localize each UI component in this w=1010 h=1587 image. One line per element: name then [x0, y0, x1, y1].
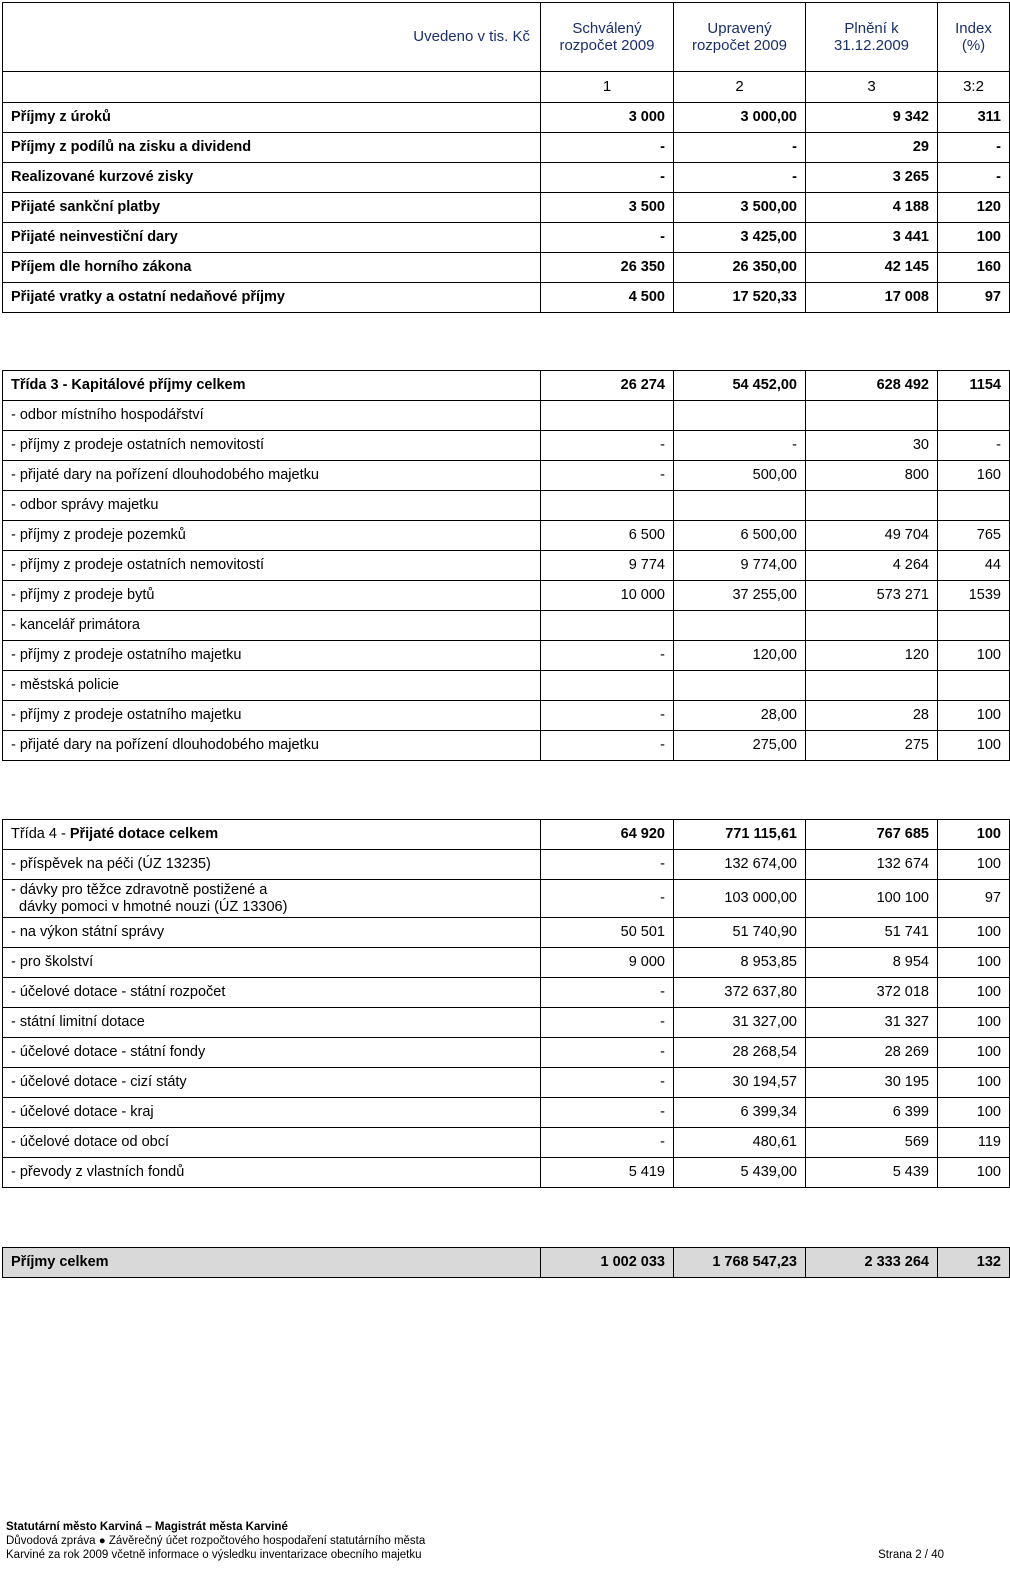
table-row	[3, 1158, 1010, 1188]
cell-adjusted: 275,00	[674, 731, 806, 761]
cell-index: 119	[938, 1128, 1010, 1158]
grand-total-table	[2, 1247, 1010, 1278]
col-number-blank	[3, 72, 541, 103]
cell-index: 100	[938, 1008, 1010, 1038]
unit-label: Uvedeno v tis. Kč	[3, 3, 541, 72]
cell-adjusted: 30 194,57	[674, 1068, 806, 1098]
cell-fulfillment: 3 441	[806, 223, 938, 253]
footer-org: Statutární město Karviná – Magistrát města Karviné	[6, 1521, 288, 1533]
cell-approved	[541, 491, 674, 521]
cell-approved: 1 002 033	[541, 1248, 674, 1278]
col-number-2: 2	[674, 72, 806, 103]
cell-index: 100	[938, 1068, 1010, 1098]
cell-index: 160	[938, 253, 1010, 283]
cell-fulfillment: 51 741	[806, 918, 938, 948]
table-row	[3, 978, 1010, 1008]
row-label: - účelové dotace - státní fondy	[3, 1038, 541, 1068]
row-label: Přijaté neinvestiční dary	[3, 223, 541, 253]
cell-fulfillment: 9 342	[806, 103, 938, 133]
cell-adjusted: -	[674, 431, 806, 461]
cell-fulfillment: 28 269	[806, 1038, 938, 1068]
cell-approved: 64 920	[541, 820, 674, 850]
cell-adjusted: 26 350,00	[674, 253, 806, 283]
cell-adjusted: 51 740,90	[674, 918, 806, 948]
cell-index: 100	[938, 918, 1010, 948]
cell-approved: -	[541, 461, 674, 491]
cell-index	[938, 401, 1010, 431]
cell-fulfillment	[806, 401, 938, 431]
footer-report-subtitle: Karviné za rok 2009 včetně informace o výsledku inventarizace obecního majetku	[6, 1549, 422, 1561]
table-row	[3, 461, 1010, 491]
cell-fulfillment: 6 399	[806, 1098, 938, 1128]
cell-approved	[541, 401, 674, 431]
cell-fulfillment: 30	[806, 431, 938, 461]
table-row	[3, 163, 1010, 193]
cell-approved: 3 500	[541, 193, 674, 223]
row-label: - účelové dotace od obcí	[3, 1128, 541, 1158]
cell-approved: 9 774	[541, 551, 674, 581]
row-label: Příjem dle horního zákona	[3, 253, 541, 283]
col-approved-budget: Schválený rozpočet 2009	[541, 3, 674, 72]
capital-total-row	[3, 371, 1010, 401]
cell-index: 311	[938, 103, 1010, 133]
col-number-ratio: 3:2	[938, 72, 1010, 103]
row-label-line: - dávky pro těžce zdravotně postižené a	[11, 881, 268, 898]
col-fulfillment: Plnění k 31.12.2009	[806, 3, 938, 72]
row-label: - odbor místního hospodářství	[3, 401, 541, 431]
cell-index: 100	[938, 1158, 1010, 1188]
table-row	[3, 283, 1010, 313]
cell-approved: -	[541, 641, 674, 671]
cell-fulfillment: 5 439	[806, 1158, 938, 1188]
cell-adjusted: 132 674,00	[674, 850, 806, 880]
row-label: - účelové dotace - cizí státy	[3, 1068, 541, 1098]
table-row	[3, 671, 1010, 701]
page-footer	[6, 1520, 944, 1562]
cell-adjusted: 3 500,00	[674, 193, 806, 223]
table-row	[3, 1128, 1010, 1158]
cell-fulfillment: 8 954	[806, 948, 938, 978]
cell-index	[938, 611, 1010, 641]
cell-index: 100	[938, 978, 1010, 1008]
row-label-line: dávky pomoci v hmotné nouzi (ÚZ 13306)	[11, 898, 288, 915]
row-label: - příjmy z prodeje ostatních nemovitostí	[3, 551, 541, 581]
cell-approved: -	[541, 223, 674, 253]
cell-adjusted: 103 000,00	[674, 880, 806, 918]
cell-adjusted: 120,00	[674, 641, 806, 671]
table-row	[3, 701, 1010, 731]
row-label: Realizované kurzové zisky	[3, 163, 541, 193]
cell-index: -	[938, 163, 1010, 193]
cell-adjusted: 500,00	[674, 461, 806, 491]
cell-adjusted: 1 768 547,23	[674, 1248, 806, 1278]
cell-index: 120	[938, 193, 1010, 223]
cell-index: 100	[938, 948, 1010, 978]
cell-fulfillment: 17 008	[806, 283, 938, 313]
cell-approved: 26 350	[541, 253, 674, 283]
cell-approved: -	[541, 1038, 674, 1068]
row-label: Přijaté sankční platby	[3, 193, 541, 223]
cell-fulfillment: 628 492	[806, 371, 938, 401]
cell-index: -	[938, 133, 1010, 163]
row-label: - kancelář primátora	[3, 611, 541, 641]
cell-index: 97	[938, 283, 1010, 313]
cell-approved	[541, 611, 674, 641]
cell-fulfillment: 132 674	[806, 850, 938, 880]
cell-fulfillment: 4 188	[806, 193, 938, 223]
cell-adjusted	[674, 671, 806, 701]
cell-approved: -	[541, 1098, 674, 1128]
cell-approved: -	[541, 978, 674, 1008]
row-label: - pro školství	[3, 948, 541, 978]
cell-adjusted: 5 439,00	[674, 1158, 806, 1188]
income-table	[2, 102, 1010, 313]
cell-approved: 9 000	[541, 948, 674, 978]
col-number-1: 1	[541, 72, 674, 103]
cell-index: 100	[938, 641, 1010, 671]
cell-adjusted: 771 115,61	[674, 820, 806, 850]
cell-index: 100	[938, 820, 1010, 850]
cell-index: 100	[938, 701, 1010, 731]
row-label: - přijaté dary na pořízení dlouhodobého majetku	[3, 731, 541, 761]
cell-index: 100	[938, 850, 1010, 880]
cell-approved: -	[541, 731, 674, 761]
cell-fulfillment: 120	[806, 641, 938, 671]
table-row	[3, 1068, 1010, 1098]
cell-index: 160	[938, 461, 1010, 491]
cell-adjusted: 37 255,00	[674, 581, 806, 611]
cell-adjusted: 17 520,33	[674, 283, 806, 313]
cell-index: 1539	[938, 581, 1010, 611]
row-label	[3, 880, 541, 918]
cell-adjusted: 31 327,00	[674, 1008, 806, 1038]
cell-adjusted	[674, 611, 806, 641]
row-label: Třída 3 - Kapitálové příjmy celkem	[3, 371, 541, 401]
cell-fulfillment: 3 265	[806, 163, 938, 193]
cell-adjusted: 8 953,85	[674, 948, 806, 978]
cell-fulfillment: 42 145	[806, 253, 938, 283]
cell-fulfillment	[806, 491, 938, 521]
page-number: Strana 2 / 40	[878, 1549, 944, 1561]
cell-approved: 5 419	[541, 1158, 674, 1188]
cell-approved: -	[541, 163, 674, 193]
footer-report-title: Důvodová zpráva ● Závěrečný účet rozpočtového hospodaření statutárního města	[6, 1535, 426, 1547]
cell-index: 100	[938, 1038, 1010, 1068]
cell-fulfillment: 4 264	[806, 551, 938, 581]
cell-fulfillment: 275	[806, 731, 938, 761]
row-label: Příjmy z podílů na zisku a dividend	[3, 133, 541, 163]
cell-index: 100	[938, 731, 1010, 761]
col-number-3: 3	[806, 72, 938, 103]
cell-approved: 6 500	[541, 521, 674, 551]
row-label: - příjmy z prodeje ostatního majetku	[3, 701, 541, 731]
cell-adjusted: 6 500,00	[674, 521, 806, 551]
cell-fulfillment: 100 100	[806, 880, 938, 918]
grand-total-row	[3, 1248, 1010, 1278]
cell-adjusted	[674, 491, 806, 521]
cell-index: 132	[938, 1248, 1010, 1278]
cell-adjusted: 28,00	[674, 701, 806, 731]
cell-approved: -	[541, 880, 674, 918]
column-header-table	[2, 2, 1010, 103]
cell-fulfillment: 372 018	[806, 978, 938, 1008]
cell-adjusted: -	[674, 163, 806, 193]
cell-index: 44	[938, 551, 1010, 581]
row-label: - městská policie	[3, 671, 541, 701]
row-label: - účelové dotace - kraj	[3, 1098, 541, 1128]
row-label: - účelové dotace - státní rozpočet	[3, 978, 541, 1008]
table-row	[3, 401, 1010, 431]
capital-income-table	[2, 370, 1010, 761]
table-row	[3, 880, 1010, 918]
cell-adjusted: -	[674, 133, 806, 163]
cell-index	[938, 671, 1010, 701]
cell-adjusted: 54 452,00	[674, 371, 806, 401]
row-label: - státní limitní dotace	[3, 1008, 541, 1038]
cell-index	[938, 491, 1010, 521]
cell-fulfillment	[806, 671, 938, 701]
cell-index: -	[938, 431, 1010, 461]
table-row	[3, 581, 1010, 611]
table-row	[3, 103, 1010, 133]
cell-fulfillment: 569	[806, 1128, 938, 1158]
cell-fulfillment: 31 327	[806, 1008, 938, 1038]
row-label: - příjmy z prodeje ostatních nemovitostí	[3, 431, 541, 461]
cell-approved: 26 274	[541, 371, 674, 401]
table-row	[3, 521, 1010, 551]
cell-fulfillment: 30 195	[806, 1068, 938, 1098]
cell-approved: -	[541, 1008, 674, 1038]
col-adjusted-budget: Upravený rozpočet 2009	[674, 3, 806, 72]
cell-index: 765	[938, 521, 1010, 551]
row-label: - na výkon státní správy	[3, 918, 541, 948]
row-label: - odbor správy majetku	[3, 491, 541, 521]
row-label: Třída 4 - Přijaté dotace celkem	[3, 820, 541, 850]
cell-fulfillment: 2 333 264	[806, 1248, 938, 1278]
table-row	[3, 611, 1010, 641]
table-row	[3, 1008, 1010, 1038]
subsidy-total-row	[3, 820, 1010, 850]
subsidy-table	[2, 819, 1010, 1188]
cell-approved: -	[541, 701, 674, 731]
row-label: Příjmy z úroků	[3, 103, 541, 133]
table-row	[3, 1038, 1010, 1068]
cell-adjusted: 480,61	[674, 1128, 806, 1158]
table-row	[3, 641, 1010, 671]
row-label: - přijaté dary na pořízení dlouhodobého majetku	[3, 461, 541, 491]
col-index: Index (%)	[938, 3, 1010, 72]
table-row	[3, 918, 1010, 948]
cell-adjusted: 3 425,00	[674, 223, 806, 253]
row-label: - příjmy z prodeje bytů	[3, 581, 541, 611]
row-label: - příspěvek na péči (ÚZ 13235)	[3, 850, 541, 880]
cell-approved: 10 000	[541, 581, 674, 611]
table-row	[3, 223, 1010, 253]
cell-fulfillment: 28	[806, 701, 938, 731]
cell-adjusted: 9 774,00	[674, 551, 806, 581]
table-row	[3, 731, 1010, 761]
row-label: - příjmy z prodeje pozemků	[3, 521, 541, 551]
row-label: - příjmy z prodeje ostatního majetku	[3, 641, 541, 671]
cell-adjusted: 3 000,00	[674, 103, 806, 133]
cell-adjusted: 372 637,80	[674, 978, 806, 1008]
table-row	[3, 133, 1010, 163]
cell-index: 100	[938, 1098, 1010, 1128]
table-row	[3, 551, 1010, 581]
cell-fulfillment: 49 704	[806, 521, 938, 551]
cell-approved: 4 500	[541, 283, 674, 313]
table-row	[3, 431, 1010, 461]
table-row	[3, 948, 1010, 978]
cell-adjusted	[674, 401, 806, 431]
cell-fulfillment: 800	[806, 461, 938, 491]
table-row	[3, 193, 1010, 223]
cell-adjusted: 28 268,54	[674, 1038, 806, 1068]
cell-index: 1154	[938, 371, 1010, 401]
cell-approved: 3 000	[541, 103, 674, 133]
cell-index: 100	[938, 223, 1010, 253]
cell-approved: -	[541, 1128, 674, 1158]
cell-approved: -	[541, 133, 674, 163]
row-label: Příjmy celkem	[3, 1248, 541, 1278]
table-row	[3, 1098, 1010, 1128]
table-row	[3, 253, 1010, 283]
cell-adjusted: 6 399,34	[674, 1098, 806, 1128]
table-row	[3, 491, 1010, 521]
cell-index: 97	[938, 880, 1010, 918]
table-row	[3, 850, 1010, 880]
cell-fulfillment: 767 685	[806, 820, 938, 850]
cell-approved: 50 501	[541, 918, 674, 948]
cell-approved	[541, 671, 674, 701]
cell-approved: -	[541, 1068, 674, 1098]
cell-fulfillment: 29	[806, 133, 938, 163]
row-label: - převody z vlastních fondů	[3, 1158, 541, 1188]
cell-approved: -	[541, 850, 674, 880]
cell-approved: -	[541, 431, 674, 461]
cell-fulfillment: 573 271	[806, 581, 938, 611]
cell-fulfillment	[806, 611, 938, 641]
row-label: Přijaté vratky a ostatní nedaňové příjmy	[3, 283, 541, 313]
